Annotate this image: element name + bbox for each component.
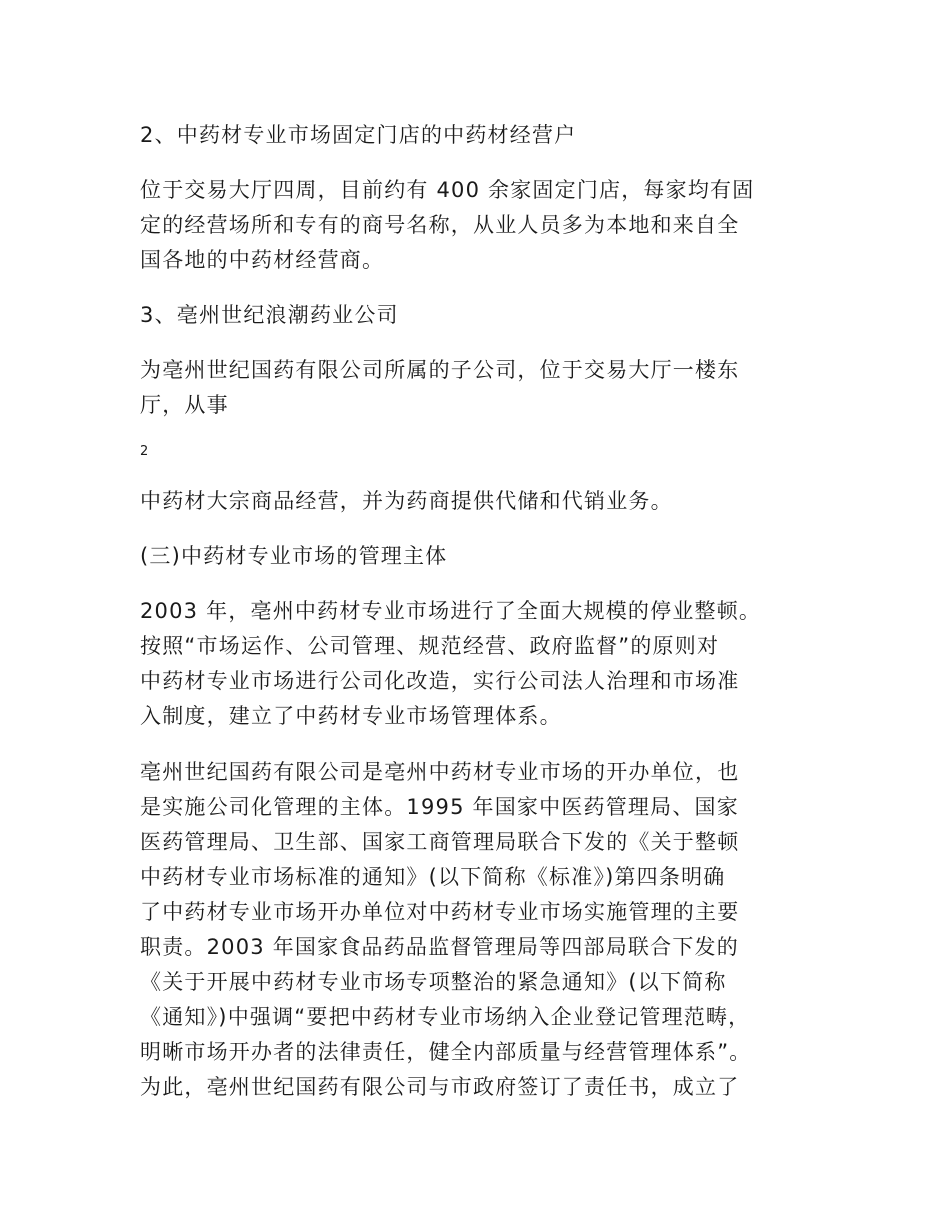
paragraph-line: 中药材专业市场进行公司化改造，实行公司法人治理和市场准 [140,669,740,693]
paragraph-line: 中药材大宗商品经营，并为药商提供代储和代销业务。 [140,489,673,513]
paragraph-line: 为此，亳州世纪国药有限公司与市政府签订了责任书，成立了 [140,1075,740,1099]
paragraph-line: 按照“市场运作、公司管理、规范经营、政府监督”的原则对 [140,634,720,658]
paragraph-line: 国各地的中药材经营商。 [140,248,385,272]
paragraph-line: 2003 年，亳州中药材专业市场进行了全面大规模的停业整顿。 [140,599,762,623]
paragraph-line: 为亳州世纪国药有限公司所属的子公司，位于交易大厅一楼东 [140,358,740,382]
paragraph-line: 《通知》)中强调“要把中药材专业市场纳入企业登记管理范畴， [140,1005,751,1029]
heading-fixed-store-operators: 2、中药材专业市场固定门店的中药材经营户 [140,123,577,147]
heading-management-subject: (三)中药材专业市场的管理主体 [140,544,448,568]
paragraph-line: 是实施公司化管理的主体。1995 年国家中医药管理局、国家 [140,795,739,819]
paragraph-line: 位于交易大厅四周，目前约有 400 余家固定门店，每家均有固 [140,178,755,202]
paragraph-line: 职责。2003 年国家食品药品监督管理局等四部局联合下发的 [140,935,739,959]
paragraph-line: 医药管理局、卫生部、国家工商管理局联合下发的《关于整顿 [140,830,740,854]
paragraph-line: 亳州世纪国药有限公司是亳州中药材专业市场的开办单位，也 [140,760,740,784]
heading-bozhou-century-wave: 3、亳州世纪浪潮药业公司 [140,303,399,327]
paragraph-line: 入制度，建立了中药材专业市场管理体系。 [140,704,562,728]
paragraph-line: 明晰市场开办者的法律责任，健全内部质量与经营管理体系”。 [140,1040,752,1064]
paragraph-line: 中药材专业市场标准的通知》(以下简称《标准》)第四条明确 [140,865,726,889]
page-number: 2 [140,444,149,459]
paragraph-line: 定的经营场所和专有的商号名称，从业人员多为本地和来自全 [140,213,740,237]
paragraph-line: 《关于开展中药材专业市场专项整治的紧急通知》(以下简称 [140,970,727,994]
paragraph-line: 厅，从事 [140,393,229,417]
paragraph-line: 了中药材专业市场开办单位对中药材专业市场实施管理的主要 [140,900,740,924]
